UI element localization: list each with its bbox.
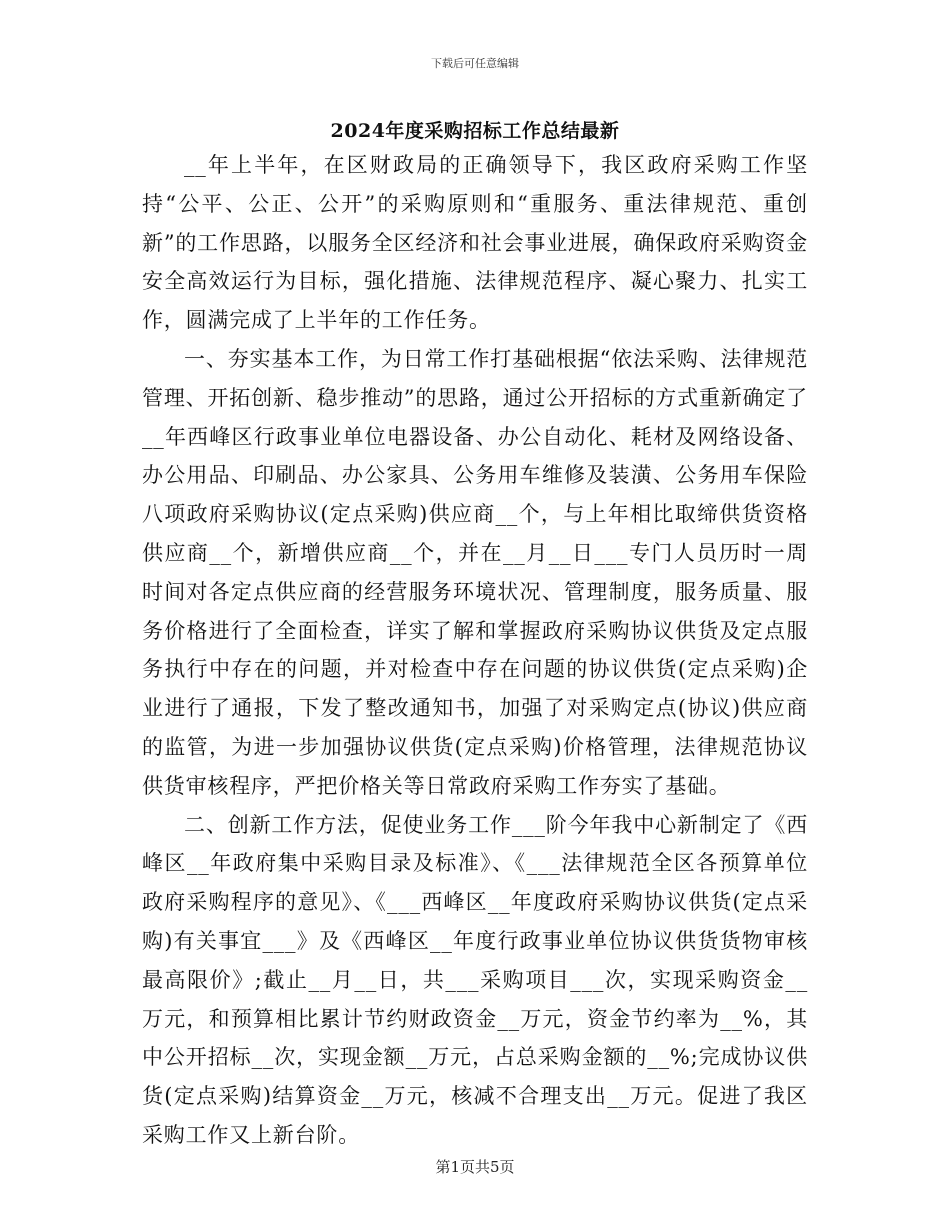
paragraph-section-1: 一、夯实基本工作，为日常工作打基础根据“依法采购、法律规范管理、开拓创新、稳步推动”的思路，通过公开招标的方式重新确定了__年西峰区行政事业单位电器设备、办公自动化、耗材及网络设备、办公用品、印刷品、办公家具、公务用车维修及装潢、公务用车保险八项政府采购协议(定点采购)供应商__个，与上年相比取缔供货资格供应商__个，新增供应商__个，并在__月__日___专门人员历时一周时间对各定点供应商的经营服务环境状况、管理制度，服务质量、服务价格进行了全面检查，详实了解和掌握政府采购协议供货及定点服务执行中存在的问题，并对检查中存在问题的协议供货(定点采购)企业进行了通报，下发了整改通知书，加强了对采购定点(协议)供应商的监管，为进一步加强协议供货(定点采购)价格管理，法律规范协议供货审核程序，严把价格关等日常政府采购工作夯实了基础。	[142, 346, 808, 798]
paragraph-section-2: 二、创新工作方法，促使业务工作___阶今年我中心新制定了《西峰区__年政府集中采购目录及标准》、《___法律规范全区各预算单位政府采购程序的意见》、《___西峰区__年度政府采购协议供货(定点采购)有关事宜___》及《西峰区__年度行政事业单位协议供货货物审核最高限价》;截止__月__日，共___采购项目___次，实现采购资金__万元，和预算相比累计节约财政资金__万元，资金节约率为__%，其中公开招标__次，实现金额__万元，占总采购金额的__%;完成协议供货(定点采购)结算资金__万元，核减不合理支出__万元。促进了我区采购工作又上新台阶。	[142, 812, 808, 1147]
page-footer-number: 第1页共5页	[435, 1158, 515, 1176]
paragraph-intro: __年上半年，在区财政局的正确领导下，我区政府采购工作坚持“公平、公正、公开”的采购原则和“重服务、重法律规范、重创新”的工作思路，以服务全区经济和社会事业进展，确保政府采购资金安全高效运行为目标，强化措施、法律规范程序、凝心聚力、扎实工作，圆满完成了上半年的工作任务。	[142, 153, 808, 333]
page-header-note: 下载后可任意编辑	[431, 57, 519, 70]
document-body	[142, 146, 808, 1155]
document-title: 2024年度采购招标工作总结最新	[330, 120, 620, 142]
